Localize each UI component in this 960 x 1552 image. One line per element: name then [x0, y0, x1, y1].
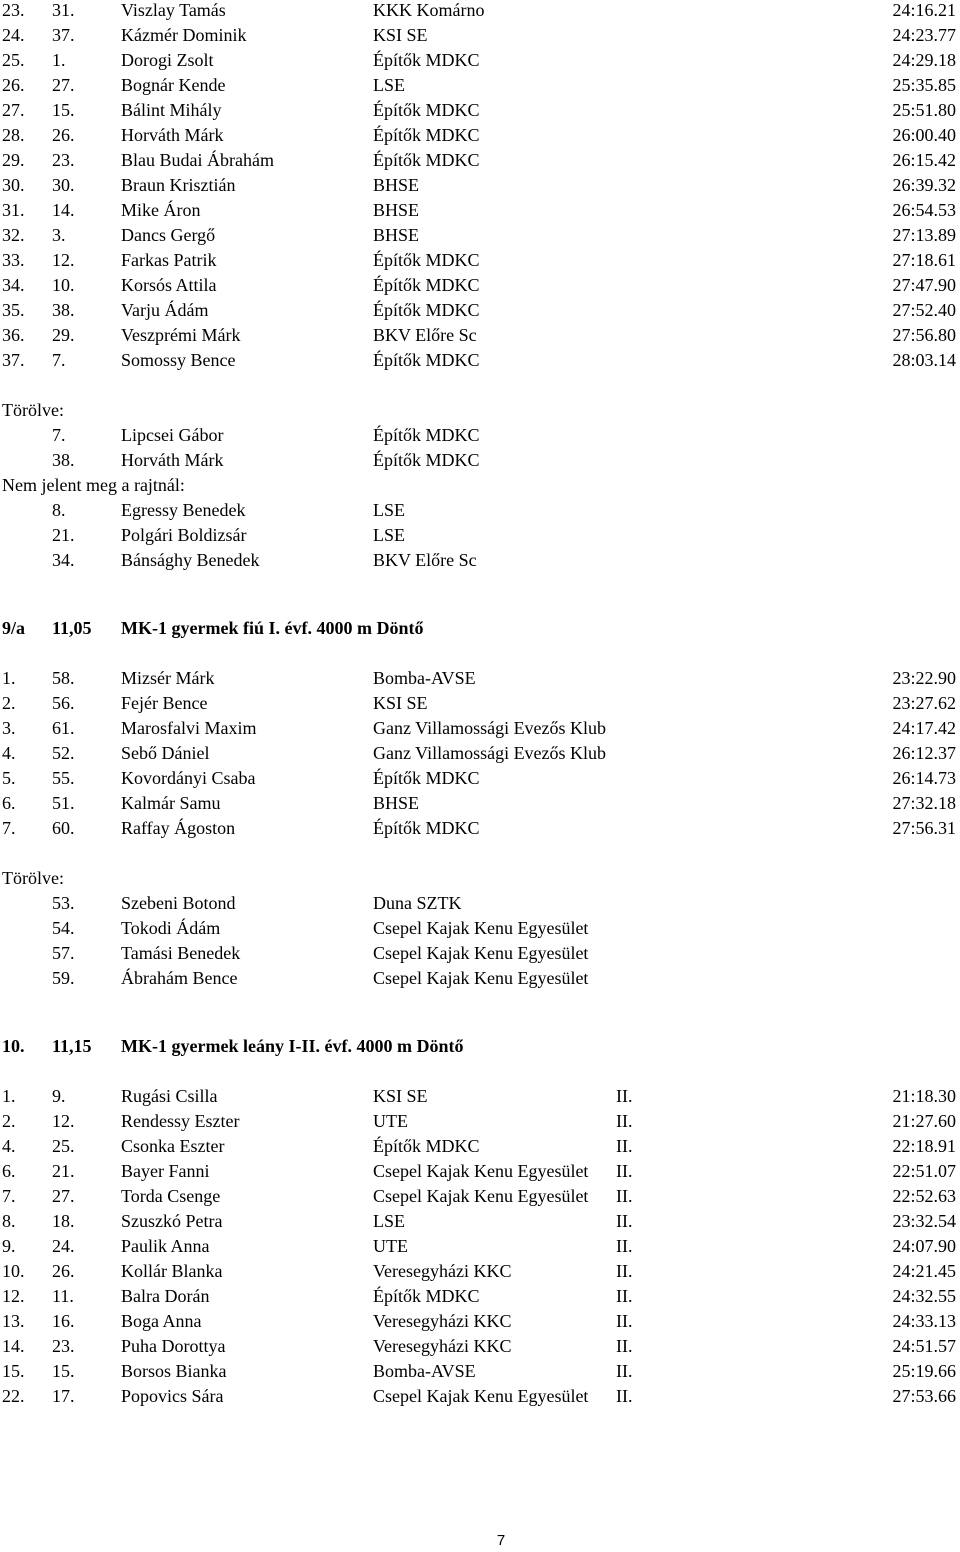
race-title: MK-1 gyermek leány I-II. évf. 4000 m Döntő	[121, 1036, 464, 1056]
cell-name: Dorogi Zsolt	[121, 50, 214, 70]
table-row	[0, 1234, 960, 1259]
cell-num: 7.	[52, 425, 66, 445]
table-row	[0, 666, 960, 691]
page-number: 7	[496, 1532, 506, 1549]
cell-club: Építők MDKC	[373, 100, 480, 120]
table-row	[0, 741, 960, 766]
race-start-time: 11,15	[52, 1036, 92, 1056]
cell-name: Balra Dorán	[121, 1286, 210, 1306]
cell-club: UTE	[373, 1111, 408, 1131]
cell-name: Raffay Ágoston	[121, 818, 236, 838]
cell-club: Építők MDKC	[373, 300, 480, 320]
cell-place: 3.	[2, 718, 16, 738]
cell-name: Szebeni Botond	[121, 893, 236, 913]
cell-time: 27:56.80	[892, 325, 956, 345]
cell-name: Blau Budai Ábrahám	[121, 150, 274, 170]
cell-name: Kovordányi Csaba	[121, 768, 256, 788]
table-row	[0, 173, 960, 198]
cell-cls: II.	[616, 1211, 633, 1231]
cell-name: Paulik Anna	[121, 1236, 210, 1256]
cell-place: 25.	[2, 50, 25, 70]
table-row	[0, 1109, 960, 1134]
cell-time: 27:52.40	[892, 300, 956, 320]
cell-club: Csepel Kajak Kenu Egyesület	[373, 968, 589, 988]
table-row	[0, 273, 960, 298]
cell-club: Építők MDKC	[373, 250, 480, 270]
spacer	[0, 373, 960, 398]
cell-time: 24:29.18	[892, 50, 956, 70]
cell-time: 27:13.89	[892, 225, 956, 245]
cell-num: 11.	[52, 1286, 74, 1306]
cell-club: KSI SE	[373, 693, 428, 713]
deleted-label: Törölve:	[2, 868, 64, 888]
cell-time: 25:19.66	[892, 1361, 956, 1381]
cell-num: 30.	[52, 175, 75, 195]
cell-time: 26:12.37	[892, 743, 956, 763]
cell-time: 24:23.77	[892, 25, 956, 45]
prev-results-table	[0, 0, 960, 373]
cell-num: 57.	[52, 943, 75, 963]
table-row	[0, 1159, 960, 1184]
cell-num: 58.	[52, 668, 75, 688]
cell-name: Rugási Csilla	[121, 1086, 218, 1106]
cell-name: Mizsér Márk	[121, 668, 215, 688]
table-row	[0, 298, 960, 323]
cell-club: KKK Komárno	[373, 0, 485, 20]
cell-place: 1.	[2, 668, 16, 688]
cell-club: BHSE	[373, 225, 420, 245]
cell-name: Mike Áron	[121, 200, 201, 220]
cell-name: Somossy Bence	[121, 350, 236, 370]
race-9a-deleted-list	[0, 891, 960, 991]
cell-time: 22:18.91	[892, 1136, 956, 1156]
table-row	[0, 1384, 960, 1409]
cell-place: 14.	[2, 1336, 25, 1356]
cell-num: 54.	[52, 918, 75, 938]
spacer	[0, 991, 960, 1034]
spacer	[0, 841, 960, 866]
cell-name: Borsos Bianka	[121, 1361, 227, 1381]
cell-num: 55.	[52, 768, 75, 788]
cell-club: Csepel Kajak Kenu Egyesület	[373, 943, 589, 963]
cell-num: 10.	[52, 275, 75, 295]
cell-num: 23.	[52, 150, 75, 170]
cell-time: 22:52.63	[892, 1186, 956, 1206]
cell-time: 26:54.53	[892, 200, 956, 220]
cell-num: 26.	[52, 1261, 75, 1281]
cell-club: Építők MDKC	[373, 1286, 480, 1306]
list-item	[0, 548, 960, 573]
cell-name: Varju Ádám	[121, 300, 209, 320]
cell-name: Marosfalvi Maxim	[121, 718, 257, 738]
cell-club: Csepel Kajak Kenu Egyesület	[373, 1186, 589, 1206]
cell-club: BHSE	[373, 200, 420, 220]
cell-num: 14.	[52, 200, 75, 220]
cell-cls: II.	[616, 1136, 633, 1156]
cell-name: Csonka Eszter	[121, 1136, 225, 1156]
cell-place: 4.	[2, 743, 16, 763]
cell-num: 51.	[52, 793, 75, 813]
cell-name: Tokodi Ádám	[121, 918, 221, 938]
cell-name: Horváth Márk	[121, 450, 224, 470]
table-row	[0, 1084, 960, 1109]
table-row	[0, 348, 960, 373]
cell-name: Szuszkó Petra	[121, 1211, 223, 1231]
cell-cls: II.	[616, 1186, 633, 1206]
cell-num: 38.	[52, 450, 75, 470]
cell-num: 26.	[52, 125, 75, 145]
cell-place: 6.	[2, 1161, 16, 1181]
cell-club: KSI SE	[373, 1086, 428, 1106]
table-row	[0, 0, 960, 23]
cell-cls: II.	[616, 1236, 633, 1256]
cell-place: 34.	[2, 275, 25, 295]
cell-time: 26:14.73	[892, 768, 956, 788]
deleted-label: Törölve:	[2, 400, 64, 420]
cell-place: 24.	[2, 25, 25, 45]
spacer	[0, 641, 960, 666]
cell-place: 22.	[2, 1386, 25, 1406]
cell-place: 13.	[2, 1311, 25, 1331]
cell-time: 26:00.40	[892, 125, 956, 145]
cell-time: 26:39.32	[892, 175, 956, 195]
table-row	[0, 1284, 960, 1309]
table-row	[0, 323, 960, 348]
cell-place: 28.	[2, 125, 25, 145]
cell-place: 4.	[2, 1136, 16, 1156]
cell-club: Építők MDKC	[373, 425, 480, 445]
cell-cls: II.	[616, 1311, 633, 1331]
cell-num: 61.	[52, 718, 75, 738]
race-code: 9/a	[2, 618, 26, 638]
cell-club: UTE	[373, 1236, 408, 1256]
cell-time: 24:32.55	[892, 1286, 956, 1306]
cell-place: 32.	[2, 225, 25, 245]
cell-name: Puha Dorottya	[121, 1336, 226, 1356]
cell-name: Bayer Fanni	[121, 1161, 210, 1181]
cell-name: Popovics Sára	[121, 1386, 224, 1406]
cell-club: LSE	[373, 500, 406, 520]
cell-time: 24:51.57	[892, 1336, 956, 1356]
cell-name: Bánsághy Benedek	[121, 550, 260, 570]
cell-num: 31.	[52, 0, 75, 20]
cell-club: LSE	[373, 1211, 406, 1231]
cell-num: 56.	[52, 693, 75, 713]
cell-club: BHSE	[373, 793, 420, 813]
cell-club: Bomba-AVSE	[373, 668, 476, 688]
cell-name: Korsós Attila	[121, 275, 217, 295]
cell-name: Bognár Kende	[121, 75, 226, 95]
cell-place: 9.	[2, 1236, 16, 1256]
table-row	[0, 1259, 960, 1284]
cell-name: Veszprémi Márk	[121, 325, 241, 345]
cell-num: 15.	[52, 1361, 75, 1381]
cell-num: 23.	[52, 1336, 75, 1356]
cell-place: 35.	[2, 300, 25, 320]
cell-time: 26:15.42	[892, 150, 956, 170]
cell-club: BKV Előre Sc	[373, 550, 477, 570]
cell-place: 29.	[2, 150, 25, 170]
table-row	[0, 148, 960, 173]
cell-time: 24:07.90	[892, 1236, 956, 1256]
table-row	[0, 248, 960, 273]
cell-place: 10.	[2, 1261, 25, 1281]
list-item	[0, 941, 960, 966]
cell-name: Braun Krisztián	[121, 175, 236, 195]
cell-cls: II.	[616, 1111, 633, 1131]
cell-place: 33.	[2, 250, 25, 270]
cell-num: 3.	[52, 225, 66, 245]
cell-time: 25:51.80	[892, 100, 956, 120]
cell-time: 27:56.31	[892, 818, 956, 838]
cell-club: Építők MDKC	[373, 275, 480, 295]
table-row	[0, 223, 960, 248]
cell-place: 5.	[2, 768, 16, 788]
cell-place: 15.	[2, 1361, 25, 1381]
dns-label: Nem jelent meg a rajtnál:	[2, 475, 185, 495]
cell-cls: II.	[616, 1261, 633, 1281]
cell-num: 21.	[52, 525, 75, 545]
cell-cls: II.	[616, 1336, 633, 1356]
cell-name: Lipcsei Gábor	[121, 425, 224, 445]
cell-cls: II.	[616, 1361, 633, 1381]
cell-place: 7.	[2, 1186, 16, 1206]
table-row	[0, 766, 960, 791]
cell-name: Boga Anna	[121, 1311, 202, 1331]
cell-num: 53.	[52, 893, 75, 913]
cell-club: Építők MDKC	[373, 818, 480, 838]
cell-num: 18.	[52, 1211, 75, 1231]
table-row	[0, 1309, 960, 1334]
table-row	[0, 23, 960, 48]
cell-club: Csepel Kajak Kenu Egyesület	[373, 1386, 589, 1406]
cell-club: BHSE	[373, 175, 420, 195]
table-row	[0, 1334, 960, 1359]
cell-time: 24:33.13	[892, 1311, 956, 1331]
cell-name: Fejér Bence	[121, 693, 208, 713]
race-10-results-table	[0, 1084, 960, 1409]
cell-club: Bomba-AVSE	[373, 1361, 476, 1381]
spacer	[0, 1059, 960, 1084]
cell-cls: II.	[616, 1286, 633, 1306]
cell-time: 25:35.85	[892, 75, 956, 95]
cell-name: Ábrahám Bence	[121, 968, 238, 988]
cell-num: 1.	[52, 50, 66, 70]
table-row	[0, 123, 960, 148]
cell-name: Bálint Mihály	[121, 100, 222, 120]
cell-place: 6.	[2, 793, 16, 813]
table-row	[0, 98, 960, 123]
cell-time: 27:32.18	[892, 793, 956, 813]
cell-num: 38.	[52, 300, 75, 320]
table-row	[0, 816, 960, 841]
spacer	[0, 573, 960, 616]
cell-name: Kollár Blanka	[121, 1261, 223, 1281]
cell-place: 30.	[2, 175, 25, 195]
list-item	[0, 448, 960, 473]
list-item	[0, 891, 960, 916]
list-item	[0, 916, 960, 941]
cell-club: Veresegyházi KKC	[373, 1311, 512, 1331]
cell-time: 23:32.54	[892, 1211, 956, 1231]
cell-num: 24.	[52, 1236, 75, 1256]
cell-time: 27:47.90	[892, 275, 956, 295]
cell-num: 37.	[52, 25, 75, 45]
cell-place: 12.	[2, 1286, 25, 1306]
cell-num: 27.	[52, 75, 75, 95]
cell-club: Építők MDKC	[373, 350, 480, 370]
cell-place: 26.	[2, 75, 25, 95]
cell-num: 21.	[52, 1161, 75, 1181]
cell-club: Építők MDKC	[373, 150, 480, 170]
cell-club: Veresegyházi KKC	[373, 1336, 512, 1356]
cell-name: Horváth Márk	[121, 125, 224, 145]
cell-time: 24:16.21	[892, 0, 956, 20]
race-heading-9a	[0, 616, 960, 641]
cell-num: 8.	[52, 500, 66, 520]
cell-club: Építők MDKC	[373, 50, 480, 70]
cell-club: Építők MDKC	[373, 1136, 480, 1156]
cell-place: 2.	[2, 693, 16, 713]
cell-place: 23.	[2, 0, 25, 20]
list-item	[0, 966, 960, 991]
race-start-time: 11,05	[52, 618, 92, 638]
cell-cls: II.	[616, 1386, 633, 1406]
cell-name: Dancs Gergő	[121, 225, 216, 245]
race-heading-10	[0, 1034, 960, 1059]
cell-num: 27.	[52, 1186, 75, 1206]
cell-time: 23:22.90	[892, 668, 956, 688]
cell-name: Kázmér Dominik	[121, 25, 247, 45]
cell-name: Sebő Dániel	[121, 743, 210, 763]
cell-club: Építők MDKC	[373, 450, 480, 470]
table-row	[0, 73, 960, 98]
cell-num: 59.	[52, 968, 75, 988]
cell-time: 24:21.45	[892, 1261, 956, 1281]
cell-name: Tamási Benedek	[121, 943, 241, 963]
cell-time: 21:27.60	[892, 1111, 956, 1131]
cell-club: KSI SE	[373, 25, 428, 45]
cell-name: Egressy Benedek	[121, 500, 246, 520]
cell-num: 12.	[52, 250, 75, 270]
table-row	[0, 198, 960, 223]
cell-place: 31.	[2, 200, 25, 220]
cell-num: 60.	[52, 818, 75, 838]
cell-name: Torda Csenge	[121, 1186, 221, 1206]
table-row	[0, 791, 960, 816]
cell-name: Viszlay Tamás	[121, 0, 226, 20]
cell-club: Ganz Villamossági Evezős Klub	[373, 743, 607, 763]
table-row	[0, 48, 960, 73]
cell-club: Duna SZTK	[373, 893, 462, 913]
cell-club: Veresegyházi KKC	[373, 1261, 512, 1281]
cell-place: 8.	[2, 1211, 16, 1231]
cell-num: 25.	[52, 1136, 75, 1156]
cell-name: Farkas Patrik	[121, 250, 217, 270]
cell-time: 23:27.62	[892, 693, 956, 713]
list-item	[0, 423, 960, 448]
cell-name: Rendessy Eszter	[121, 1111, 240, 1131]
cell-club: Csepel Kajak Kenu Egyesület	[373, 918, 589, 938]
cell-cls: II.	[616, 1086, 633, 1106]
cell-club: Építők MDKC	[373, 768, 480, 788]
cell-place: 7.	[2, 818, 16, 838]
cell-num: 7.	[52, 350, 66, 370]
race-title: MK-1 gyermek fiú I. évf. 4000 m Döntő	[121, 618, 424, 638]
cell-num: 15.	[52, 100, 75, 120]
cell-club: Ganz Villamossági Evezős Klub	[373, 718, 607, 738]
cell-place: 37.	[2, 350, 25, 370]
cell-club: Építők MDKC	[373, 125, 480, 145]
cell-club: LSE	[373, 525, 406, 545]
table-row	[0, 691, 960, 716]
cell-num: 9.	[52, 1086, 66, 1106]
race-code: 10.	[2, 1036, 25, 1056]
cell-name: Polgári Boldizsár	[121, 525, 247, 545]
cell-num: 52.	[52, 743, 75, 763]
cell-num: 34.	[52, 550, 75, 570]
cell-name: Kalmár Samu	[121, 793, 221, 813]
cell-num: 29.	[52, 325, 75, 345]
race-9a-results-table	[0, 666, 960, 841]
cell-num: 12.	[52, 1111, 75, 1131]
cell-cls: II.	[616, 1161, 633, 1181]
cell-time: 28:03.14	[892, 350, 956, 370]
cell-time: 22:51.07	[892, 1161, 956, 1181]
cell-num: 17.	[52, 1386, 75, 1406]
table-row	[0, 1209, 960, 1234]
table-row	[0, 1184, 960, 1209]
list-item	[0, 523, 960, 548]
prev-deleted-list	[0, 423, 960, 473]
table-row	[0, 1134, 960, 1159]
cell-place: 1.	[2, 1086, 16, 1106]
cell-club: BKV Előre Sc	[373, 325, 477, 345]
cell-club: Csepel Kajak Kenu Egyesület	[373, 1161, 589, 1181]
cell-place: 27.	[2, 100, 25, 120]
cell-club: LSE	[373, 75, 406, 95]
prev-dns-list	[0, 498, 960, 573]
cell-place: 36.	[2, 325, 25, 345]
cell-place: 2.	[2, 1111, 16, 1131]
table-row	[0, 716, 960, 741]
cell-time: 21:18.30	[892, 1086, 956, 1106]
list-item	[0, 498, 960, 523]
cell-time: 27:18.61	[892, 250, 956, 270]
cell-time: 24:17.42	[892, 718, 956, 738]
table-row	[0, 1359, 960, 1384]
cell-num: 16.	[52, 1311, 75, 1331]
cell-time: 27:53.66	[892, 1386, 956, 1406]
